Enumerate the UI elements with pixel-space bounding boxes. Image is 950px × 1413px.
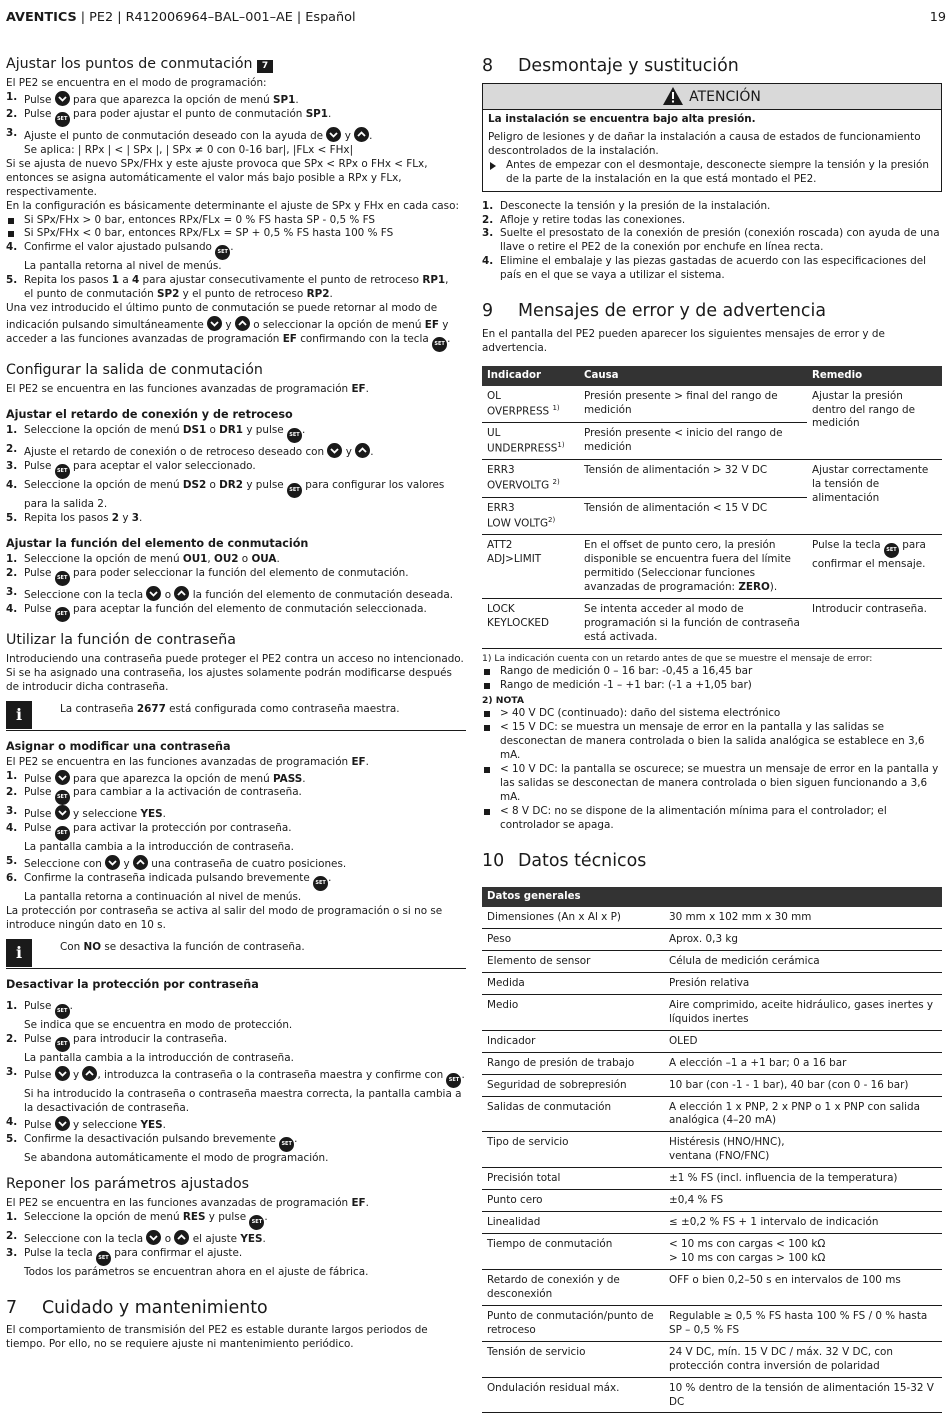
section-password: Utilizar la función de contraseña <box>6 631 236 648</box>
list-item: 2. Pulse SET para cambiar a la activación de contraseña. <box>6 786 466 805</box>
list-item: 3. Pulse SET para aceptar el valor seleccionado. <box>6 460 466 479</box>
chapter-7-title: 7 Cuidado y mantenimiento <box>6 1297 268 1318</box>
table-row <box>482 1074 942 1096</box>
left-column <box>6 56 466 1352</box>
bullet-list <box>482 665 942 693</box>
step-list <box>6 553 466 622</box>
table-cell-value: Célula de medición cerámica <box>664 950 942 972</box>
up-button-icon <box>133 855 148 870</box>
set-button-icon: SET <box>313 876 328 891</box>
table-row <box>482 1377 942 1413</box>
list-item: > 40 V DC (continuado): daño del sistema electrónico <box>482 707 942 721</box>
page-number: 19 <box>929 10 946 25</box>
paragraph: En la configuración es básicamente determinante el ajuste de SPx y FHx en cada caso: <box>6 199 459 212</box>
warning-header: ATENCIÓN <box>483 84 941 110</box>
set-button-icon: SET <box>55 1037 70 1052</box>
up-button-icon <box>235 316 250 331</box>
paragraph: Peligro de lesiones y de dañar la instalación a causa de estados de funcionamiento descontrolados de la instalación. <box>488 130 921 157</box>
table-cell-label: Medio <box>482 994 664 1030</box>
list-item: 2. Pulse SET para poder ajustar el punto de conmutación SP1. <box>6 108 466 127</box>
table-row <box>482 1052 942 1074</box>
list-item: 3. Ajuste el punto de conmutación deseado con la ayuda de y . Se aplica: | RPx | < | SPx |, | SPx ≠ 0 con 0-16 bar|, |FLx < FHx| <box>6 126 373 156</box>
list-item: Si SPx/FHx > 0 bar, entonces RPx/FLx = 0 % FS hasta SP - 0,5 % FS <box>6 214 466 228</box>
paragraph: La protección por contraseña se activa al salir del modo de programación o si no se introduce ningún dato en 10 s. <box>6 905 443 932</box>
list-item: 4. Pulse SET para aceptar la función del elemento de conmutación seleccionada. <box>6 603 466 622</box>
table-row <box>482 1212 942 1234</box>
set-button-icon: SET <box>287 483 302 498</box>
table-row: LOCK KEYLOCKED Se intenta acceder al modo de programación si la función de contraseña está activada. Introducir contraseña. <box>482 598 942 648</box>
table-cell-label: Tipo de servicio <box>482 1132 664 1168</box>
list-item: Rango de medición 0 – 16 bar: -0,45 a 16,45 bar <box>482 665 942 679</box>
table-cell-value: Presión relativa <box>664 972 942 994</box>
warning-title: La instalación se encuentra bajo alta presión. <box>488 112 756 125</box>
down-button-icon <box>146 586 161 601</box>
table-cell-value: OLED <box>664 1030 942 1052</box>
info-icon: i <box>6 701 32 729</box>
list-item: 4. Seleccione la opción de menú DS2 o DR2 y pulse SET para configurar los valores para la salida 2. <box>6 479 445 510</box>
set-button-icon: SET <box>55 607 70 622</box>
table-cell-value: Aprox. 0,3 kg <box>664 929 942 951</box>
table-row <box>482 972 942 994</box>
set-button-icon: SET <box>55 1004 70 1019</box>
list-item: 3. Pulse la tecla SET para confirmar el ajuste. Todos los parámetros se encuentran ahora en el ajuste de fábrica. <box>6 1246 369 1278</box>
list-item: 4. Elimine el embalaje y las piezas gastadas de acuerdo con las especificaciones del país en el que se vaya a utilizar el sistema. <box>482 255 927 282</box>
paragraph: El PE2 se encuentra en las funciones avanzadas de programación EF. <box>6 1196 369 1209</box>
down-button-icon <box>55 770 70 785</box>
down-button-icon <box>207 316 222 331</box>
table-cell-label: Peso <box>482 929 664 951</box>
set-button-icon: SET <box>287 428 302 443</box>
table-row <box>482 1234 942 1270</box>
set-button-icon: SET <box>446 1073 461 1088</box>
table-row: ERR3 LOW VOLTG$^{2)}$ Tensión de alimentación < 15 V DC <box>482 497 942 534</box>
paragraph: El comportamiento de transmisión del PE2 es estable durante largos periodos de tiempo. Por ello, no se requiere ajuste ni mantenimiento periódico. <box>6 1324 428 1351</box>
page-header <box>6 9 946 26</box>
bullet-list <box>482 707 942 832</box>
list-item: < 8 V DC: no se dispone de la alimentación mínima para el controlador; el controlador se apaga. <box>482 805 942 833</box>
set-button-icon: SET <box>55 112 70 127</box>
set-button-icon: SET <box>55 790 70 805</box>
subheading: Asignar o modificar una contraseña <box>6 739 231 753</box>
paragraph: El PE2 se encuentra en las funciones avanzadas de programación EF. <box>6 383 369 396</box>
table-header: Datos generales <box>482 887 942 907</box>
doc-reference: | PE2 | R412006964–BAL–001–AE | Español <box>76 10 356 25</box>
table-cell-value: 10 bar (con -1 - 1 bar), 40 bar (con 0 - 16 bar) <box>664 1074 942 1096</box>
section-switch-output: Configurar la salida de conmutación <box>6 362 263 379</box>
table-cell-label: Tensión de servicio <box>482 1341 664 1377</box>
table-cell-value: 10 % dentro de la tensión de alimentación 15-32 V DC <box>664 1377 942 1413</box>
set-button-icon: SET <box>884 543 899 558</box>
set-button-icon: SET <box>96 1251 111 1266</box>
table-cell-label: Ondulación residual máx. <box>482 1377 664 1413</box>
table-row: OL OVERPRESS $^{1)}$ Presión presente > final del rango de medición Ajustar la presión dentro del rango de medición <box>482 386 942 423</box>
step-list <box>6 770 466 906</box>
up-button-icon <box>82 1066 97 1081</box>
set-button-icon: SET <box>432 337 447 352</box>
set-button-icon: SET <box>55 464 70 479</box>
brand-name: AVENTICS <box>6 10 77 25</box>
list-item: 1. Pulse para que aparezca la opción de menú SP1. <box>6 90 299 106</box>
list-item: 1. Seleccione la opción de menú RES y pulse SET . <box>6 1211 466 1230</box>
table-cell-label: Elemento de sensor <box>482 950 664 972</box>
step-list <box>6 91 466 158</box>
list-item: 4. Pulse y seleccione YES. <box>6 1115 166 1131</box>
table-cell-label: Medida <box>482 972 664 994</box>
table-cell-label: Punto de conmutación/punto de retroceso <box>482 1305 664 1341</box>
paragraph: El PE2 se encuentra en el modo de programación: <box>6 77 267 90</box>
table-row <box>482 994 942 1030</box>
list-item: 2. Pulse SET para introducir la contraseña. La pantalla cambia a la introducción de contraseña. <box>6 1033 294 1065</box>
set-button-icon: SET <box>55 826 70 841</box>
table-row <box>482 1305 942 1341</box>
table-row <box>482 1030 942 1052</box>
up-button-icon <box>355 443 370 458</box>
table-row <box>482 1132 942 1168</box>
table-cell-value: Aire comprimido, aceite hidráulico, gases inertes y líquidos inertes <box>664 994 942 1030</box>
chapter-10-title: 10 Datos técnicos <box>482 850 647 871</box>
info-icon: i <box>6 939 32 967</box>
subheading: Ajustar la función del elemento de conmutación <box>6 536 309 550</box>
up-button-icon <box>354 127 369 142</box>
list-item: 2. Afloje y retire todas las conexiones. <box>482 213 686 226</box>
set-button-icon: SET <box>55 571 70 586</box>
table-cell-value: A elección 1 x PNP, 2 x PNP o 1 x PNP con salida analógica (4–20 mA) <box>664 1096 942 1132</box>
list-item: 1. Pulse SET . Se indica que se encuentra en modo de protección. <box>6 1000 293 1032</box>
table-cell-value: Histéresis (HNO/HNC), ventana (FNO/FNC) <box>664 1132 942 1168</box>
list-item: 3. Pulse y seleccione YES. <box>6 805 166 821</box>
paragraph: En el pantalla del PE2 pueden aparecer los siguientes mensajes de error y de advertencia. <box>482 328 885 354</box>
table-cell-label: Tiempo de conmutación <box>482 1234 664 1270</box>
step-list <box>6 1211 466 1280</box>
down-button-icon <box>55 91 70 106</box>
list-item: 5. Confirme la desactivación pulsando brevemente SET . Se abandona automáticamente el modo de programación. <box>6 1132 329 1164</box>
menu-badge: 7 <box>257 60 273 73</box>
table-row <box>482 1341 942 1377</box>
table-cell-label: Dimensiones (An x Al x P) <box>482 907 664 928</box>
table-cell-value: 24 V DC, mín. 15 V DC / máx. 32 V DC, con protección contra inversión de polaridad <box>664 1341 942 1377</box>
list-item: 3. Suelte el presostato de la conexión de presión (conexión roscada) con ayuda de una llave o retire el PE2 de la conexión por enchufe en línea recta. <box>482 227 940 254</box>
list-item: 1. Seleccione la opción de menú DS1 o DR1 y pulse SET . <box>6 424 466 443</box>
bullet-list <box>6 214 466 242</box>
list-item: 5. Repita los pasos 1 a 4 para ajustar consecutivamente el punto de retroceso RP1, el punto de conmutación SP2 y el punto de retroceso RP2. <box>6 274 449 301</box>
down-button-icon <box>55 1116 70 1131</box>
table-row <box>482 1168 942 1190</box>
list-item: 1. Seleccione la opción de menú OU1, OU2 o OUA. <box>6 552 280 565</box>
warning-box <box>482 83 942 192</box>
up-button-icon <box>174 586 189 601</box>
info-note: i La contraseña 2677 está configurada como contraseña maestra. <box>6 701 466 731</box>
list-item: 5. Repita los pasos 2 y 3. <box>6 511 143 524</box>
section-switch-points: Ajustar los puntos de conmutación 7 <box>6 56 466 73</box>
table-cell-value: OFF o bien 0,2–50 s en intervalos de 100 ms <box>664 1269 942 1305</box>
step-list <box>482 200 942 284</box>
set-button-icon: SET <box>249 1215 264 1230</box>
table-row: ATT2 ADJ>LIMIT En el offset de punto cero, la presión disponible se encuentra fuera del límite permitido (Seleccionar funciones avanzadas de programación: ZERO). Pulse la tecla SET para confirmar el mensaje. <box>482 534 942 598</box>
table-cell-value: Regulable ≥ 0,5 % FS hasta 100 % FS / 0 % hasta SP – 0,5 % FS <box>664 1305 942 1341</box>
right-column <box>482 56 942 1413</box>
set-button-icon: SET <box>215 245 230 260</box>
footnote: 1) La indicación cuenta con un retardo antes de que se muestre el mensaje de error: <box>482 652 873 664</box>
chapter-9-title: 9 Mensajes de error y de advertencia <box>482 301 826 322</box>
paragraph: Una vez introducido el último punto de conmutación se puede retornar al modo de indicación pulsando simultáneamente y o seleccionar la opción de menú EF y acceder a las funciones avanzadas de programación EF confirmando con la tecla SET . <box>6 302 466 352</box>
chapter-8-title: 8 Desmontaje y sustitución <box>482 56 739 76</box>
list-item: Rango de medición -1 – +1 bar: (-1 a +1,05 bar) <box>482 679 942 693</box>
up-button-icon <box>174 1230 189 1245</box>
table-cell-value: A elección –1 a +1 bar; 0 a 16 bar <box>664 1052 942 1074</box>
table-cell-label: Punto cero <box>482 1190 664 1212</box>
down-button-icon <box>146 1230 161 1245</box>
step-list <box>6 424 466 526</box>
list-item: 6. Confirme la contraseña indicada pulsando brevemente SET . La pantalla retorna a continuación al nivel de menús. <box>6 872 332 904</box>
technical-data-table <box>482 887 942 1413</box>
paragraph: Si se ajusta de nuevo SPx/FHx y este ajuste provoca que SPx < RPx o FHx < FLx, entonces se asigna automáticamente el valor más bajo posible a RPx y FLx, respectivamente. <box>6 157 428 198</box>
down-button-icon <box>55 1066 70 1081</box>
list-item: 4. Pulse SET para activar la protección por contraseña. La pantalla cambia a la introducción de contraseña. <box>6 822 294 854</box>
table-header: Indicador Causa Remedio <box>482 366 942 386</box>
error-table <box>482 366 942 649</box>
list-item: 2. Pulse SET para poder seleccionar la función del elemento de conmutación. <box>6 567 466 586</box>
paragraph: El PE2 se encuentra en las funciones avanzadas de programación EF. <box>6 755 369 768</box>
list-item: 2. Seleccione con la tecla o el ajuste YES. <box>6 1229 266 1245</box>
table-row <box>482 1269 942 1305</box>
list-item: 3. Seleccione con la tecla o la función del elemento de conmutación deseada. <box>6 585 454 601</box>
table-row <box>482 929 942 951</box>
list-item: Antes de empezar con el desmontaje, desconecte siempre la tensión y la presión de la parte de la instalación en la que está montado el PE2. <box>488 159 936 187</box>
down-button-icon <box>105 855 120 870</box>
footnote: 2) NOTA <box>482 694 524 706</box>
table-row <box>482 907 942 928</box>
step-list <box>6 1000 466 1166</box>
list-item: < 10 V DC: la pantalla se oscurece; se muestra un mensaje de error en la pantalla y las salidas se desconectan de manera controlada o bien siguen funcionando a 3,6 mA. <box>482 763 942 805</box>
list-item: < 15 V DC: se muestra un mensaje de error en la pantalla y las salidas se desconectan de manera controlada o bien la salida analógica se establece en 3,6 mA. <box>482 721 942 763</box>
table-cell-label: Seguridad de sobrepresión <box>482 1074 664 1096</box>
list-item: 4. Confirme el valor ajustado pulsando SET . La pantalla retorna al nivel de menús. <box>6 241 234 273</box>
table-row <box>482 950 942 972</box>
list-item: Si SPx/FHx < 0 bar, entonces RPx/FLx = SP + 0,5 % FS hasta 100 % FS <box>6 227 466 241</box>
step-list <box>6 241 466 302</box>
paragraph: Introduciendo una contraseña puede proteger el PE2 contra un acceso no intencionado. Si se ha asignado una contraseña, los ajustes solamente podrán modificarse después de introducir dicha contraseña. <box>6 652 464 693</box>
table-cell-value: ±1 % FS (incl. influencia de la temperatura) <box>664 1168 942 1190</box>
list-item: 1. Pulse para que aparezca la opción de menú PASS. <box>6 769 306 785</box>
set-button-icon: SET <box>279 1137 294 1152</box>
warning-triangle-icon <box>663 87 683 105</box>
table-row: ERR3 OVERVOLTG $^{2)}$ Tensión de alimentación > 32 V DC Ajustar correctamente la tensión de alimentación <box>482 460 942 497</box>
table-cell-value: < 10 ms con cargas < 100 kΩ > 10 ms con cargas > 100 kΩ <box>664 1234 942 1270</box>
table-row <box>482 1190 942 1212</box>
list-item: 3. Pulse y , introduzca la contraseña o la contraseña maestra y confirme con SET . Si ha introducido la contraseña o contraseña maestra correcta, la pantalla cambia a la desactivación de contraseña. <box>6 1065 465 1114</box>
table-cell-label: Precisión total <box>482 1168 664 1190</box>
table-cell-label: Retardo de conexión y de desconexión <box>482 1269 664 1305</box>
table-cell-value: 30 mm x 102 mm x 30 mm <box>664 907 942 928</box>
table-cell-label: Rango de presión de trabajo <box>482 1052 664 1074</box>
subheading: Desactivar la protección por contraseña <box>6 978 259 992</box>
table-cell-value: ≤ ±0,2 % FS + 1 intervalo de indicación <box>664 1212 942 1234</box>
list-item: 2. Ajuste el retardo de conexión o de retroceso deseado con y . <box>6 443 374 459</box>
subheading: Ajustar el retardo de conexión y de retroceso <box>6 408 293 422</box>
table-cell-value: ±0,4 % FS <box>664 1190 942 1212</box>
table-cell-label: Indicador <box>482 1030 664 1052</box>
table-cell-label: Linealidad <box>482 1212 664 1234</box>
down-button-icon <box>55 805 70 820</box>
list-item: 5. Seleccione con y una contraseña de cuatro posiciones. <box>6 855 347 871</box>
table-cell-label: Salidas de conmutación <box>482 1096 664 1132</box>
down-button-icon <box>326 127 341 142</box>
section-reset: Reponer los parámetros ajustados <box>6 1175 250 1192</box>
table-row: UL UNDERPRESS$^{1)}$ Presión presente < inicio del rango de medición <box>482 422 942 459</box>
list-item: 1. Desconecte la tensión y la presión de la instalación. <box>482 199 771 212</box>
down-button-icon <box>327 443 342 458</box>
table-row <box>482 1096 942 1132</box>
info-note: i Con NO se desactiva la función de contraseña. <box>6 939 466 969</box>
